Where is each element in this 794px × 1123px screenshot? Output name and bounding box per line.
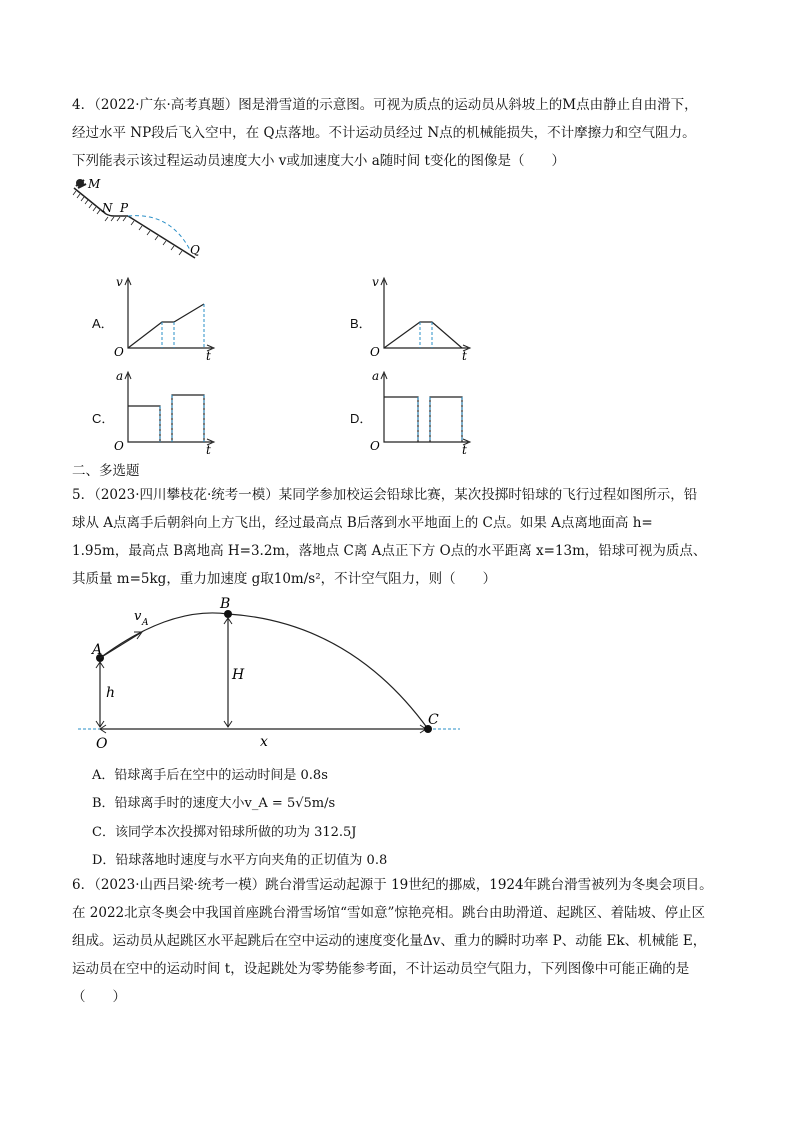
option-c-ylabel: a [116, 369, 124, 383]
option-b-origin: O [370, 345, 380, 359]
q5-line-4: 其质量 m=5kg，重力加速度 g取10m/s²，不计空气阻力，则（ ） [72, 571, 497, 587]
q4-line-2: 经过水平 NP段后飞入空中，在 Q点落地。不计运动员经过 N点的机械能损失，不计摩擦力和空气阻力。 [72, 125, 696, 141]
label-C: C [428, 712, 439, 728]
q4-option-d-graph[interactable] [368, 366, 478, 458]
q4-option-b-graph[interactable] [368, 272, 478, 364]
q5-line-3: 1.95m，最高点 B离地高 H=3.2m，落地点 C离 A点正下方 O点的水平距离 x=13m，铅球可视为质点、 [72, 543, 707, 559]
q5-choice-c[interactable]: C．该同学本次投掷对铅球所做的功为 312.5J [92, 825, 357, 840]
q4-line-1: 4．（2022·广东·高考真题）图是滑雪道的示意图。可视为质点的运动员从斜坡上的M点由静止自由滑下， [72, 97, 698, 113]
q6-line-3: 组成。运动员从起跳区水平起跳后在空中运动的速度变化量Δv、重力的瞬时功率 P、动能 Ek、机械能 E， [72, 933, 707, 949]
q4-option-c-graph[interactable] [112, 366, 222, 458]
q5-choice-a[interactable]: A．铅球离手后在空中的运动时间是 0.8s [92, 768, 328, 783]
q4-line-3: 下列能表示该过程运动员速度大小 v或加速度大小 a随时间 t变化的图像是（ ） [72, 153, 565, 169]
label-M: M [88, 177, 101, 191]
q4-option-a-graph[interactable] [112, 272, 222, 364]
label-H: H [232, 667, 245, 683]
q4-option-b-label[interactable]: B． [350, 316, 372, 331]
label-vA-sub: A [142, 618, 149, 628]
option-a-xlabel: t [206, 349, 211, 363]
option-d-xlabel: t [462, 443, 467, 457]
shot-put-figure [70, 592, 470, 752]
q6-line-4: 运动员在空中的运动时间 t，设起跳处为零势能参考面，不计运动员空气阻力，下列图像中可能正确的是 [72, 961, 690, 977]
label-P: P [120, 201, 129, 215]
q5-line-1: 5．（2023·四川攀枝花·统考一模）某同学参加校运会铅球比赛，某次投掷时铅球的飞行过程如图所示，铅 [72, 487, 698, 503]
label-O: O [96, 736, 108, 752]
option-d-ylabel: a [372, 369, 380, 383]
label-A: A [92, 642, 103, 658]
ski-slope-figure [70, 172, 210, 262]
label-vA: v [134, 609, 142, 624]
option-a-ylabel: v [116, 275, 123, 289]
label-B: B [220, 596, 231, 612]
q6-line-1: 6．（2023·山西吕梁·统考一模）跳台滑雪运动起源于 19世纪的挪威，1924年跳台滑雪被列为冬奥会项目。 [72, 877, 713, 893]
q6-line-2: 在 2022北京冬奥会中我国首座跳台滑雪场馆“雪如意”惊艳亮相。跳台由助滑道、起跳区、着陆坡、停止区 [72, 905, 705, 921]
option-d-origin: O [370, 439, 380, 453]
option-b-ylabel: v [372, 275, 379, 289]
label-N: N [102, 201, 113, 215]
q5-line-2: 球从 A点离手后朝斜向上方飞出，经过最高点 B后落到水平地面上的 C点。如果 A点离地面高 h= [72, 515, 653, 531]
q6-line-5: （ ） [72, 989, 126, 1005]
option-c-xlabel: t [206, 443, 211, 457]
q4-option-a-label[interactable]: A． [92, 316, 114, 331]
q5-choice-d[interactable]: D．铅球落地时速度与水平方向夹角的正切值为 0.8 [92, 853, 388, 868]
q4-option-d-label[interactable]: D． [350, 411, 373, 426]
label-Q: Q [190, 243, 200, 257]
option-c-origin: O [114, 439, 124, 453]
option-a-origin: O [114, 345, 124, 359]
label-x: x [260, 734, 268, 750]
q4-option-c-label[interactable]: C． [92, 411, 115, 426]
q5-choice-b[interactable]: B．铅球离手时的速度大小v_A = 5√5m/s [92, 796, 336, 811]
section-multi-choice: 二、多选题 [72, 463, 140, 479]
label-h: h [106, 685, 116, 701]
option-b-xlabel: t [462, 349, 467, 363]
